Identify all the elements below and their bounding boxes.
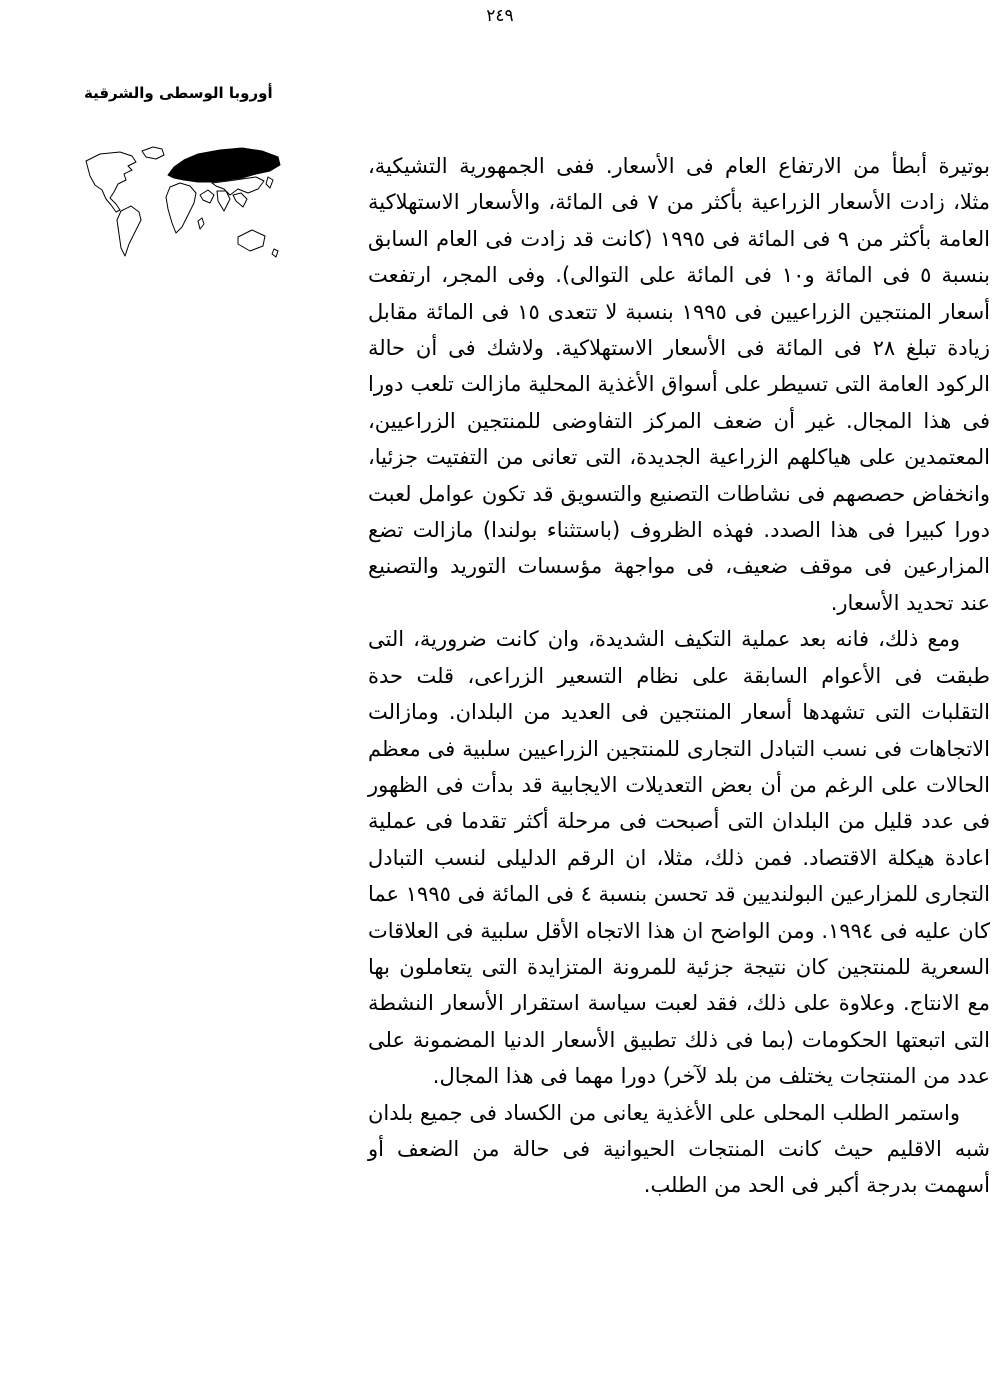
greenland-outline	[142, 147, 164, 159]
region-map	[80, 143, 288, 271]
paragraph: بوتيرة أبطأ من الارتفاع العام فى الأسعار. ففى الجمهورية التشيكية، مثلا، زادت الأسعار الزراعية بأكثر من ٧ فى المائة، والأسعار الاستهلاكية العامة بأكثر من ٩ فى المائة فى ١٩٩٥ (كانت قد زادت فى العام السابق بنسبة ٥ فى المائة و١٠ فى المائة على التوالى). وفى المجر، ارتفعت أسعار المنتجين الزراعيين فى ١٩٩٥ بنسبة لا تتعدى ١٥ فى المائة مقابل زيادة تبلغ ٢٨ فى المائة فى الأسعار الاستهلاكية. ولاشك فى أن حالة الركود العامة التى تسيطر على أسواق الأغذية المحلية مازالت تلعب دورا فى هذا المجال. غير أن ضعف المركز التفاوضى للمنتجين الزراعيين، المعتمدين على هياكلهم الزراعية الجديدة، التى تعانى من التفتيت جزئيا، وانخفاض حصصهم فى نشاطات التصنيع والتسويق قد تكون عوامل لعبت دورا كبيرا فى هذا الصدد. فهذه الظروف (باستثناء بولندا) مازالت تضع المزارعين فى موقف ضعيف، فى مواجهة مؤسسات التوريد والتصنيع عند تحديد الأسعار.	[368, 154, 991, 615]
paragraph: واستمر الطلب المحلى على الأغذية يعانى من الكساد فى جميع بلدان شبه الاقليم حيث كانت المنتجات الحيوانية فى حالة من الضعف أو أسهمت بدرجة أكبر فى الحد من الطلب.	[368, 1100, 990, 1198]
india-outline	[217, 191, 230, 211]
north-america-outline	[86, 152, 136, 212]
new-zealand-outline	[272, 249, 278, 257]
madagascar-outline	[198, 218, 204, 229]
japan-outline	[266, 177, 273, 188]
asia-south-outline	[200, 190, 214, 203]
australia-outline	[238, 230, 265, 251]
page-number: ٢٤٩	[486, 6, 514, 26]
paragraph: ومع ذلك، فانه بعد عملية التكيف الشديدة، وان كانت ضرورية، التى طبقت فى الأعوام السابقة على نظام التسعير الزراعى، قلت حدة التقلبات التى تشهدها أسعار المنتجين فى العديد من البلدان. ومازالت الاتجاهات فى نسب التبادل التجارى للمنتجين الزراعيين سلبية فى معظم الحالات على الرغم من أن بعض التعديلات الايجابية قد بدأت فى الظهور فى عدد قليل من البلدان التى أصبحت فى مرحلة أكثر تقدما فى عملية اعادة هيكلة الاقتصاد. فمن ذلك، مثلا، ان الرقم الدليلى لنسب التبادل التجارى للمزارعين البولنديين قد تحسن بنسبة ٤ فى المائة فى ١٩٩٥ عما كان عليه فى ١٩٩٤. ومن الواضح ان هذا الاتجاه الأقل سلبية فى العلاقات السعرية للمنتجين كان نتيجة جزئية للمرونة المتزايدة التى يتعاملون بها مع الانتاج. وعلاوة على ذلك، فقد لعبت سياسة استقرار الأسعار النشطة التى اتبعتها الحكومات (بما فى ذلك تطبيق الأسعار الدنيا المضمونة على عدد من المنتجات يختلف من بلد لآخر) دورا مهما فى هذا المجال.	[368, 627, 991, 1089]
region-heading: أوروبا الوسطى والشرقية	[84, 84, 273, 102]
highlighted-region-central-eastern-europe	[168, 148, 280, 182]
southeast-asia-outline	[233, 193, 247, 207]
world-map-icon	[80, 143, 288, 271]
africa-outline	[166, 183, 196, 233]
south-america-outline	[117, 206, 141, 256]
article-text	[368, 148, 990, 1204]
